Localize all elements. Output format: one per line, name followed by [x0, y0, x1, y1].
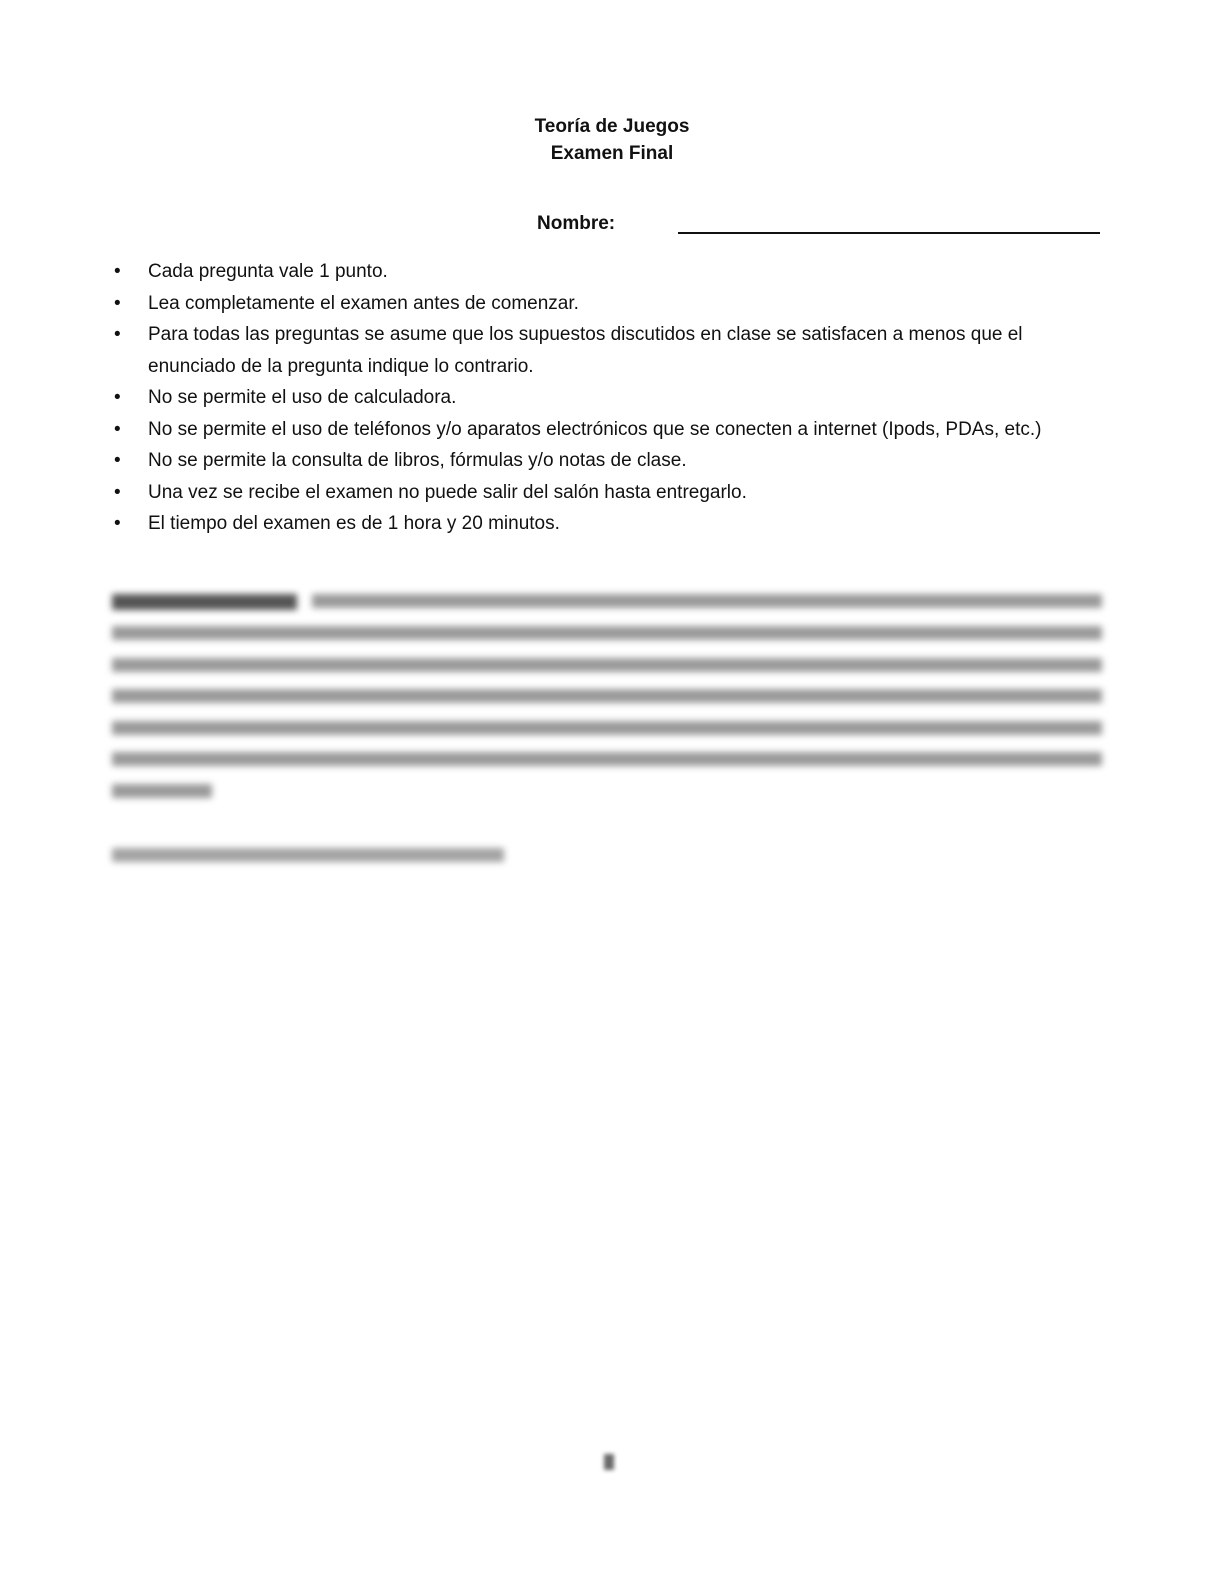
rule-item: • No se permite el uso de calculadora.	[112, 382, 1102, 414]
blurred-problem-text	[112, 588, 1106, 818]
blurred-question-a	[112, 840, 712, 868]
rule-item: • No se permite la consulta de libros, fórmulas y/o notas de clase.	[112, 445, 1102, 477]
exam-subtitle: Examen Final	[550, 143, 674, 164]
rule-item: • Una vez se recibe el examen no puede salir del salón hasta entregarlo.	[112, 477, 1102, 509]
rule-item: • No se permite el uso de teléfonos y/o aparatos electrónicos que se conecten a internet (Ipods, PDAs, etc.)	[112, 414, 1102, 446]
bullet-icon: •	[114, 261, 121, 282]
bullet-icon: •	[114, 387, 121, 408]
bullet-icon: •	[114, 481, 121, 503]
rule-item: • Cada pregunta vale 1 punto.	[112, 256, 1102, 288]
page-number-mark	[0, 1448, 1224, 1478]
bullet-icon: •	[114, 418, 121, 440]
bullet-icon: •	[114, 324, 121, 345]
course-title: Teoría de Juegos	[534, 116, 690, 137]
exam-title	[0, 113, 1224, 167]
rule-item: • Lea completamente el examen antes de comenzar.	[112, 288, 1102, 320]
rules-list	[112, 256, 1102, 540]
bullet-icon: •	[114, 292, 121, 314]
bullet-icon: •	[114, 513, 121, 534]
bullet-icon: •	[114, 450, 121, 471]
name-label: Nombre:	[537, 213, 616, 234]
rule-item: • El tiempo del examen es de 1 hora y 20 minutos.	[112, 508, 1102, 540]
name-blank-line	[678, 232, 1100, 234]
rule-item: • Para todas las preguntas se asume que los supuestos discutidos en clase se satisfacen a menos que el enunciado de la pregunta indique lo contrario.	[112, 319, 1102, 382]
